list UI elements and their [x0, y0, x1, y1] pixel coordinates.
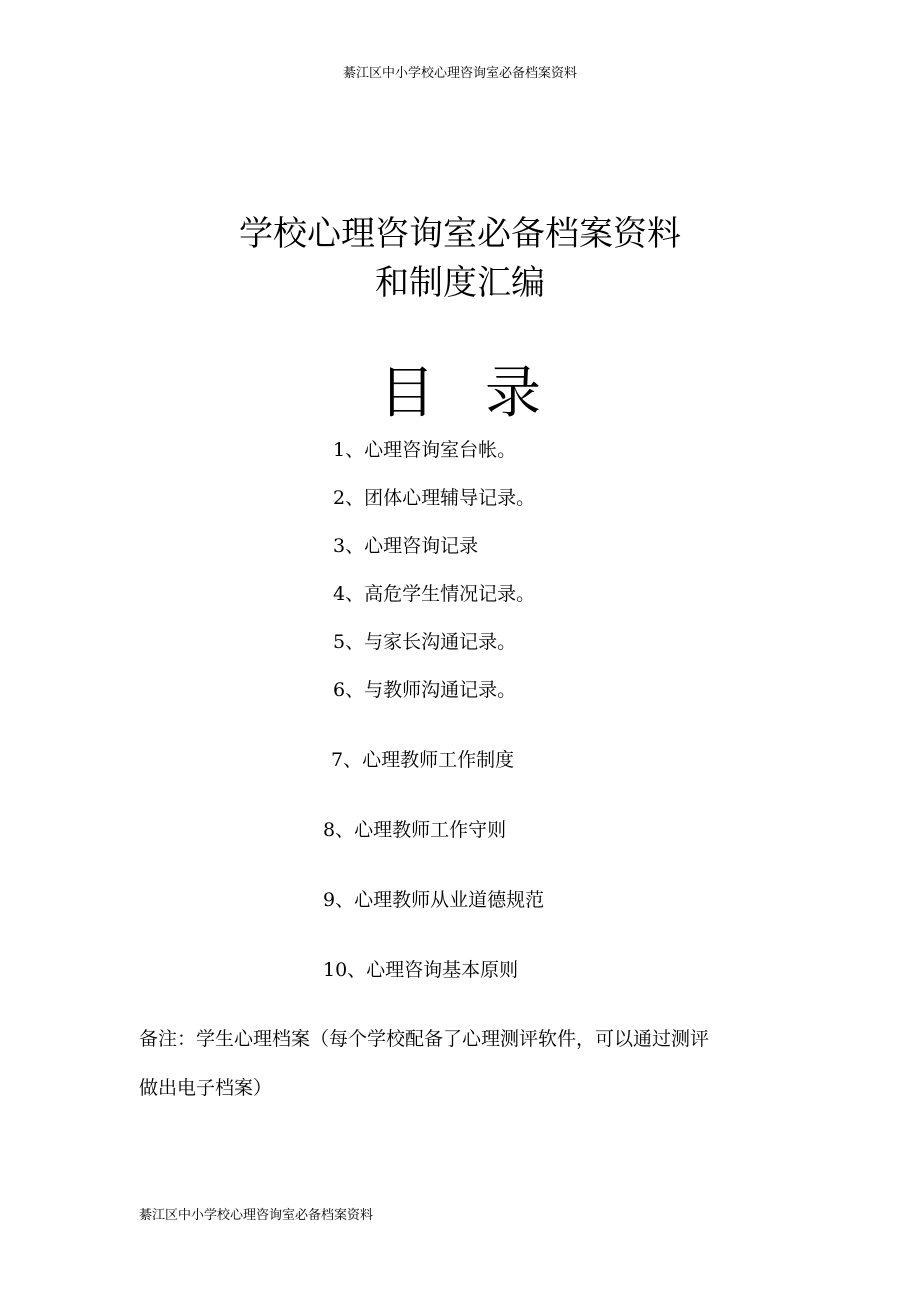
note-line-2: 做出电子档案） [139, 1077, 273, 1099]
toc-heading: 目录 [379, 361, 591, 426]
toc-item-10: 10、心理咨询基本原则 [323, 959, 519, 981]
page-header: 綦江区中小学校心理咨询室必备档案资料 [342, 66, 577, 81]
toc-item-6: 6、与教师沟通记录。 [333, 679, 517, 701]
document-title-line-1: 学校心理咨询室必备档案资料 [239, 214, 681, 254]
toc-item-7: 7、心理教师工作制度 [331, 749, 515, 771]
toc-item-5: 5、与家长沟通记录。 [333, 631, 517, 653]
toc-item-9: 9、心理教师从业道德规范 [323, 889, 545, 911]
toc-item-4: 4、高危学生情况记录。 [333, 583, 536, 605]
toc-item-1: 1、心理咨询室台帐。 [333, 439, 517, 461]
document-title-line-2: 和制度汇编 [375, 263, 545, 303]
toc-item-2: 2、团体心理辅导记录。 [333, 487, 536, 509]
page-footer: 綦江区中小学校心理咨询室必备档案资料 [139, 1208, 374, 1223]
toc-item-8: 8、心理教师工作守则 [323, 819, 507, 841]
toc-item-3: 3、心理咨询记录 [333, 535, 479, 557]
note-line-1: 备注：学生心理档案（每个学校配备了心理测评软件，可以通过测评 [139, 1028, 710, 1050]
